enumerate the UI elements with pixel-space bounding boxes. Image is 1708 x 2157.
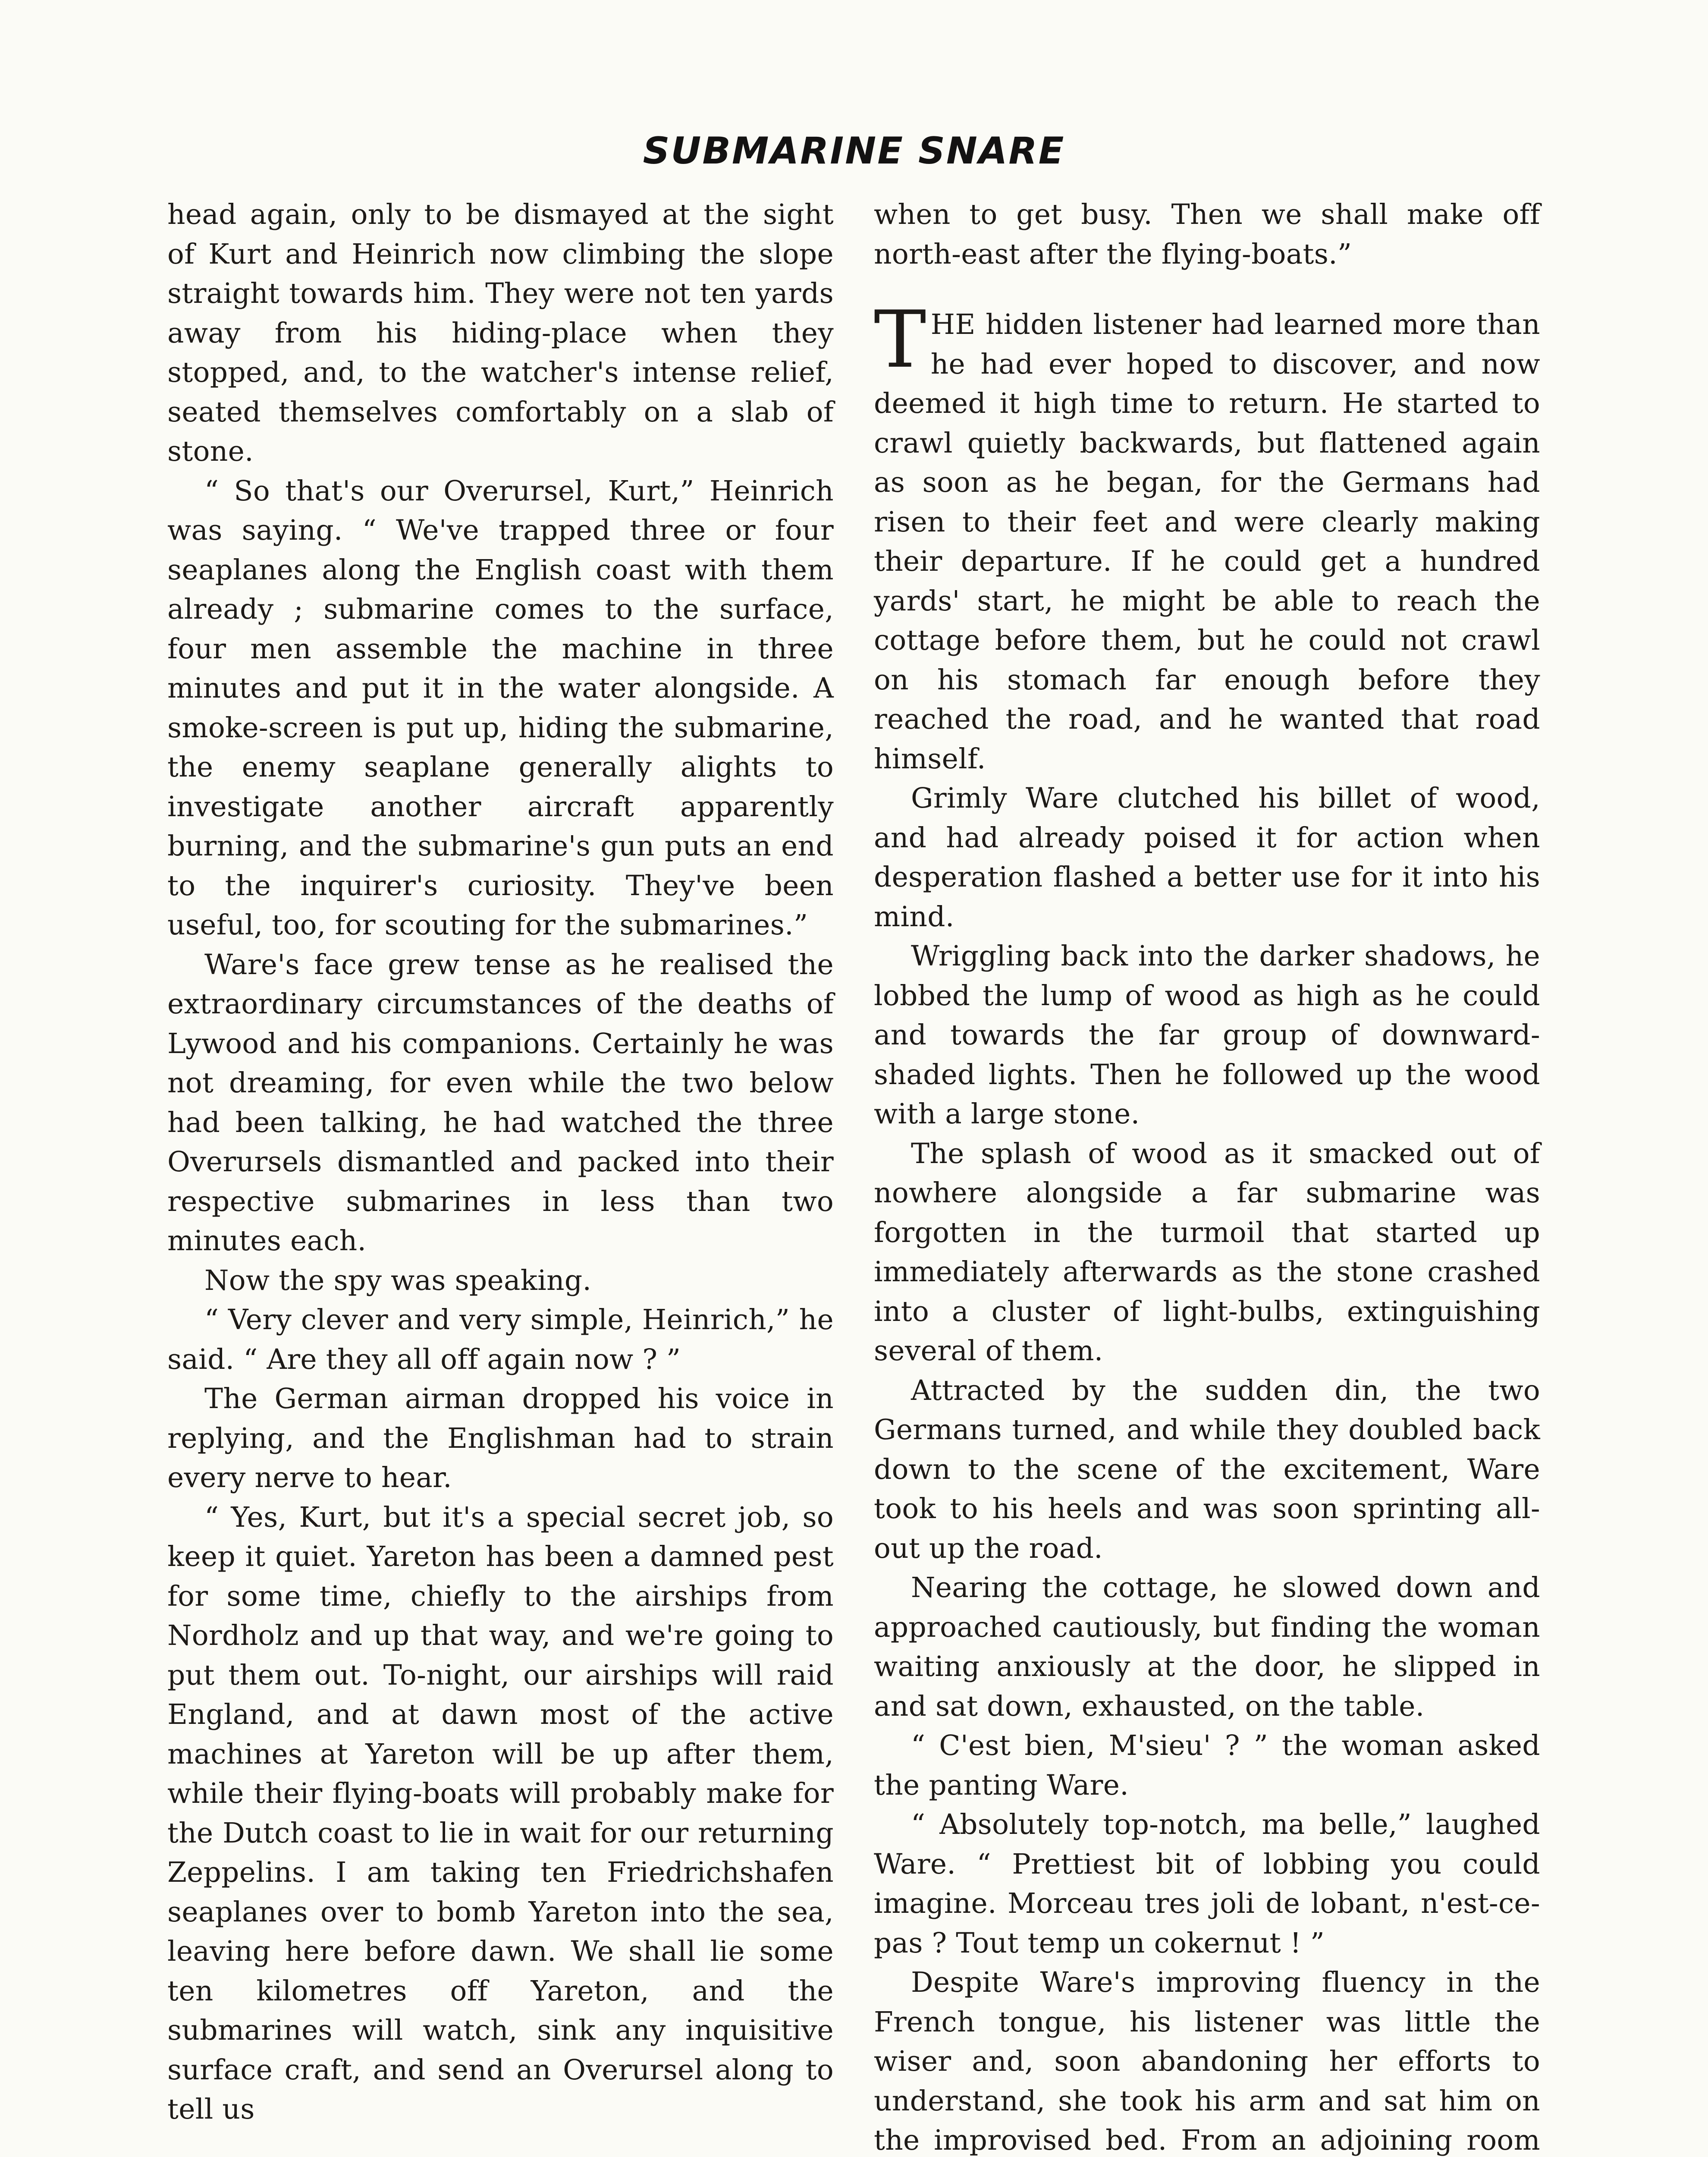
right-column [874, 195, 1540, 2157]
paragraph: Attracted by the sudden din, the two Germans turned, and while they doubled back down to the scene of the excitement, Ware took to his heels and was soon sprinting all-out up the road. [874, 1374, 1540, 1565]
paragraph: Nearing the cottage, he slowed down and approached cautiously, but finding the woman waiting anxiously at the door, he slipped in and sat down, exhausted, on the table. [874, 1572, 1540, 1723]
paragraph-text: HE hidden listener had learned more than he had ever hoped to discover, and now deemed it high time to return. He started to crawl quietly backwards, but flattened again as soon as he began, for the Germans had risen to their feet and were clearly making their departure. If he could get a hundred yards' start, he might be able to reach the cottage before them, but he could not crawl on his stomach far enough before they reached the road, and he wanted that road himself. [874, 308, 1540, 775]
paragraph: Despite Ware's improving fluency in the French tongue, his listener was little the wiser and, soon abandoning her efforts to understand, she took his arm and sat him on the improvised bed. From an adjoining room [874, 1966, 1540, 2157]
paragraph: Wriggling back into the darker shadows, he lobbed the lump of wood as high as he could and towards the far group of downward-shaded lights. Then he followed up the wood with a large stone. [874, 940, 1540, 1130]
paragraph: Grimly Ware clutched his billet of wood, and had already poised it for action when desperation flashed a better use for it into his mind. [874, 782, 1540, 933]
paragraph: The splash of wood as it smacked out of nowhere alongside a far submarine was forgotten in the turmoil that started up immediately afterwards as the stone crashed into a cluster of light-bulbs, extinguishing several of them. [874, 1137, 1540, 1367]
paragraph: Now the spy was speaking. [204, 1264, 592, 1297]
paragraph: Ware's face grew tense as he realised the extraordinary circumstances of the deaths of Lywood and his companions. Certainly he was not dreaming, for even while the two below had been talking, he had watched the three Overursels dismantled and packed into their respective submarines in less than two minutes each. [167, 948, 834, 1257]
paragraph: “ Very clever and very simple, Heinrich,” he said. “ Are they all off again now ? ” [167, 1304, 834, 1376]
section-opening-paragraph [874, 294, 1540, 779]
paragraph: “ So that's our Overursel, Kurt,” Heinrich was saying. “ We've trapped three or four seaplanes along the English coast with them already ; submarine comes to the surface, four men assemble the machine in three minutes and put it in the water alongside. A smoke-screen is put up, hiding the submarine, the enemy seaplane generally alights to investigate another aircraft apparently burning, and the submarine's gun puts an end to the inquirer's curiosity. They've been useful, too, for scouting for the submarines.” [167, 475, 834, 941]
page-title: SUBMARINE SNARE [643, 129, 1065, 173]
paragraph: when to get busy. Then we shall make off north-east after the flying-boats.” [874, 198, 1540, 270]
drop-cap: T [874, 294, 926, 385]
paragraph: “ Yes, Kurt, but it's a special secret job, so keep it quiet. Yareton has been a damned pest for some time, chiefly to the airships from Nordholz and up that way, and we're going to put them out. To-night, our airships will raid England, and at dawn most of the active machines at Yareton will be up after them, while their flying-boats will probably make for the Dutch coast to lie in wait for our returning Zeppelins. I am taking ten Friedrichshafen seaplanes over to bomb Yareton into the sea, leaving here before dawn. We shall lie some ten kilometres off Yareton, and the submarines will watch, sink any inquisitive surface craft, and send an Overursel along to tell us [167, 1501, 834, 2126]
paragraph: “ Absolutely top-notch, ma belle,” laughed Ware. “ Prettiest bit of lobbing you could imagine. Morceau tres joli de lobant, n'est-ce-pas ? Tout temp un cokernut ! ” [874, 1808, 1540, 1959]
paragraph: “ C'est bien, M'sieu' ? ” the woman asked the panting Ware. [874, 1729, 1540, 1802]
paragraph: The German airman dropped his voice in replying, and the Englishman had to strain every nerve to hear. [167, 1383, 834, 1494]
left-column [167, 195, 834, 2129]
paragraph: head again, only to be dismayed at the sight of Kurt and Heinrich now climbing the slope straight towards him. They were not ten yards away from his hiding-place when they stopped, and, to the watcher's intense relief, seated themselves comfortably on a slab of stone. [167, 198, 834, 468]
